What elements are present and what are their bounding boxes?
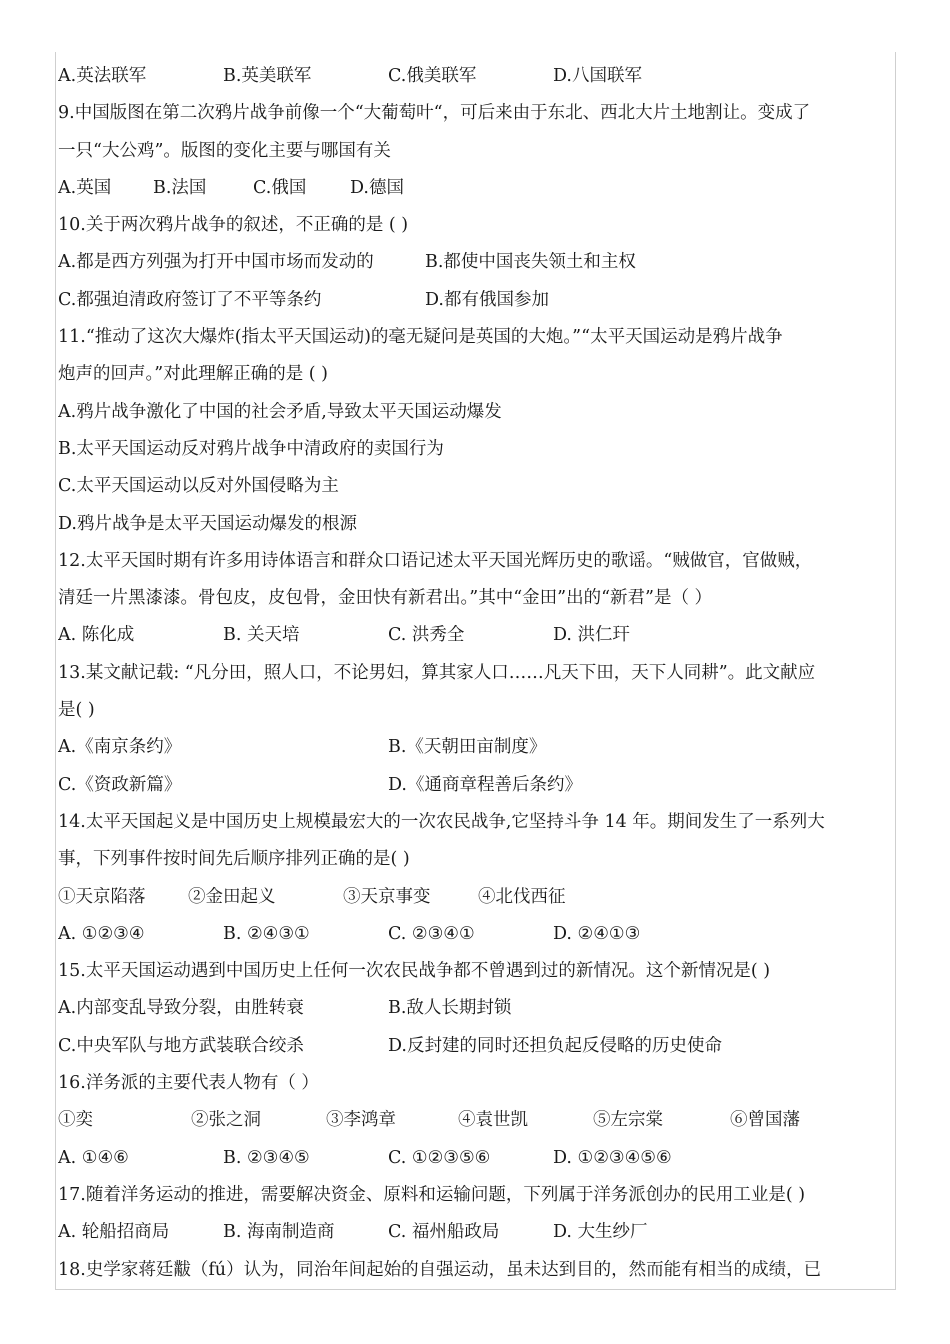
q10-option-c: C.都强迫清政府签订了不平等条约 xyxy=(58,289,322,310)
q16-options xyxy=(58,1140,892,1177)
q16-person-6: ⑥曾国藩 xyxy=(730,1110,800,1131)
q8-option-c: C.俄美联军 xyxy=(388,66,477,86)
q12-option-d: D. 洪仁玕 xyxy=(553,625,631,646)
q16-option-d: D. ①②③④⑤⑥ xyxy=(553,1147,672,1168)
q11-stem-line1: 11.“推动了这次大爆炸(指太平天国运动)的毫无疑问是英国的大炮。”“太平天国运动是鸦片战争 xyxy=(58,327,783,348)
q11-option-a: A.鸦片战争激化了中国的社会矛盾,导致太平天国运动爆发 xyxy=(58,401,502,422)
q10-options-row1 xyxy=(58,244,892,281)
q17-option-a: A. 轮船招商局 xyxy=(58,1222,170,1243)
q10-option-d: D.都有俄国参加 xyxy=(425,289,549,310)
q8-option-d: D.八国联军 xyxy=(553,66,642,86)
q16-stem: 16.洋务派的主要代表人物有（ ） xyxy=(58,1073,319,1094)
q9-options xyxy=(58,170,892,207)
q16-person-5: ⑤左宗棠 xyxy=(593,1110,663,1131)
q14-event-4: ④北伐西征 xyxy=(478,886,566,907)
q11-option-b: B.太平天国运动反对鸦片战争中清政府的卖国行为 xyxy=(58,438,444,459)
q13-option-d: D.《通商章程善后条约》 xyxy=(388,774,582,795)
q9-option-d: D.德国 xyxy=(350,177,404,198)
q10-option-b: B.都使中国丧失领土和主权 xyxy=(425,252,636,273)
q8-option-b: B.英美联军 xyxy=(223,66,312,86)
q15-options-row2 xyxy=(58,1028,892,1065)
q14-event-2: ②金田起义 xyxy=(188,886,276,907)
q14-option-a: A. ①②③④ xyxy=(58,923,145,944)
q16-option-b: B. ②③④⑤ xyxy=(223,1147,310,1168)
q15-options-row1 xyxy=(58,990,892,1027)
q9-stem-line2: 一只“大公鸡”。版图的变化主要与哪国有关 xyxy=(58,140,391,161)
q16-person-1: ①奕 xyxy=(58,1110,93,1131)
q8-options xyxy=(58,58,892,95)
q9-option-a: A.英国 xyxy=(58,177,112,198)
q17-option-c: C. 福州船政局 xyxy=(388,1222,500,1243)
q12-option-a: A. 陈化成 xyxy=(58,625,135,646)
q13-options-row1 xyxy=(58,729,892,766)
q14-events xyxy=(58,879,892,916)
q11-option-c: C.太平天国运动以反对外国侵略为主 xyxy=(58,476,339,497)
q15-option-a: A.内部变乱导致分裂，由胜转衰 xyxy=(58,998,304,1019)
q17-option-d: D. 大生纱厂 xyxy=(553,1222,648,1243)
q10-stem: 10.关于两次鸦片战争的叙述，不正确的是 ( ) xyxy=(58,215,409,236)
q12-stem-line1: 12.太平天国时期有许多用诗体语言和群众口语记述太平天国光辉历史的歌谣。“贼做官，官做贼， xyxy=(58,550,813,571)
q13-option-a: A.《南京条约》 xyxy=(58,737,182,758)
q18-stem-line1: 18.史学家蒋廷黻（fú）认为，同治年间起始的自强运动，虽未达到目的，然而能有相当的成绩，已 xyxy=(58,1259,822,1280)
q9-stem-line1: 9.中国版图在第二次鸦片战争前像一个“大葡萄叶“，可后来由于东北、西北大片土地割让。变成了 xyxy=(58,103,811,124)
q14-option-d: D. ②④①③ xyxy=(553,923,641,944)
exam-document xyxy=(58,58,892,1289)
q16-people xyxy=(58,1102,892,1139)
q14-stem-line2: 事，下列事件按时间先后顺序排列正确的是( ) xyxy=(58,849,410,870)
q16-option-a: A. ①④⑥ xyxy=(58,1147,129,1168)
q8-option-a: A.英法联军 xyxy=(58,66,147,86)
q11-option-d: D.鸦片战争是太平天国运动爆发的根源 xyxy=(58,513,357,534)
q14-stem-line1: 14.太平天国起义是中国历史上规模最宏大的一次农民战争,它坚持斗争 14 年。期间发生了一系列大 xyxy=(58,811,825,832)
q16-person-3: ③李鸿章 xyxy=(326,1110,396,1131)
q17-options xyxy=(58,1214,892,1251)
q15-stem: 15.太平天国运动遇到中国历史上任何一次农民战争都不曾遇到过的新情况。这个新情况是( ) xyxy=(58,961,771,982)
q17-stem: 17.随着洋务运动的推进，需要解决资金、原料和运输问题，下列属于洋务派创办的民用工业是( ) xyxy=(58,1184,806,1205)
q9-option-b: B.法国 xyxy=(153,177,207,198)
q14-event-3: ③天京事变 xyxy=(343,886,431,907)
q11-stem-line2: 炮声的回声。”对此理解正确的是 ( ) xyxy=(58,364,328,385)
q14-option-c: C. ②③④① xyxy=(388,923,475,944)
q10-options-row2 xyxy=(58,282,892,319)
q16-person-2: ②张之洞 xyxy=(191,1110,261,1131)
q14-options xyxy=(58,916,892,953)
q9-option-c: C.俄国 xyxy=(253,177,307,198)
q13-option-b: B.《天朝田亩制度》 xyxy=(388,737,547,758)
q13-stem-line2: 是( ) xyxy=(58,700,95,721)
q15-option-d: D.反封建的同时还担负起反侵略的历史使命 xyxy=(388,1035,722,1056)
q14-option-b: B. ②④③① xyxy=(223,923,310,944)
q17-option-b: B. 海南制造商 xyxy=(223,1222,335,1243)
q14-event-1: ①天京陷落 xyxy=(58,886,146,907)
q12-option-b: B. 关天培 xyxy=(223,625,300,646)
q12-options xyxy=(58,617,892,654)
q12-stem-line2: 清廷一片黑漆漆。骨包皮，皮包骨，金田快有新君出。”其中“金田”出的“新君”是（ ） xyxy=(58,588,713,609)
q10-option-a: A.都是西方列强为打开中国市场而发动的 xyxy=(58,252,374,273)
q15-option-b: B.敌人长期封锁 xyxy=(388,998,512,1019)
q15-option-c: C.中央军队与地方武装联合绞杀 xyxy=(58,1035,304,1056)
q13-option-c: C.《资政新篇》 xyxy=(58,774,182,795)
q13-stem-line1: 13.某文献记载: “凡分田，照人口，不论男妇，算其家人口……凡天下田，天下人同耕”。此文献应 xyxy=(58,662,816,683)
q16-option-c: C. ①②③⑤⑥ xyxy=(388,1147,491,1168)
q12-option-c: C. 洪秀全 xyxy=(388,625,465,646)
q16-person-4: ④袁世凯 xyxy=(458,1110,528,1131)
q13-options-row2 xyxy=(58,767,892,804)
